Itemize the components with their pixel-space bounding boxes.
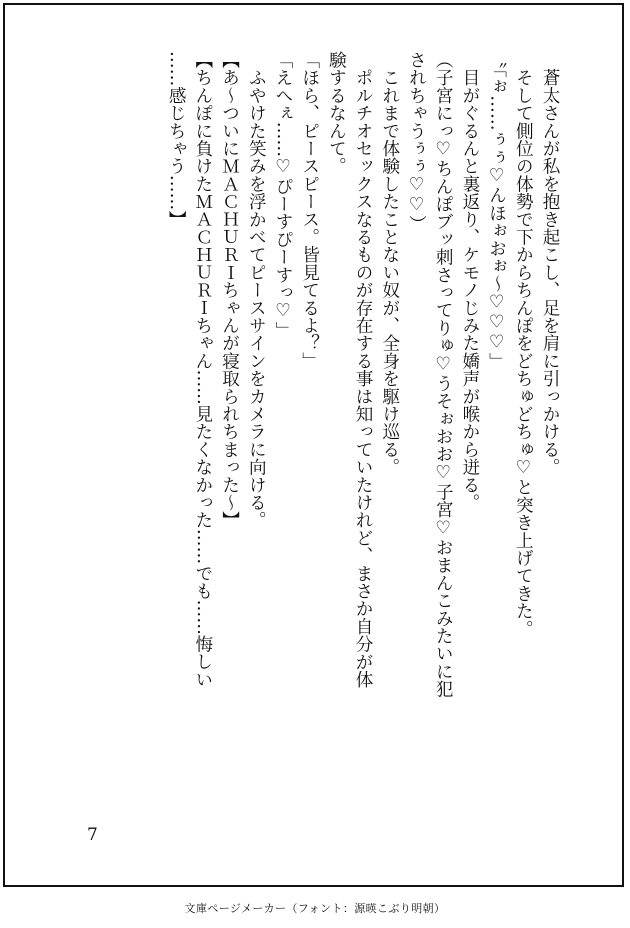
text-line: されちゃうぅぅ♡♡）	[406, 51, 427, 233]
text-line: これまで体験したことない奴が、全身を駆け巡る。	[379, 51, 400, 476]
text-line: そして側位の体勢で下からちんぽをどちゅどちゅ♡と突き上げてきた。	[513, 51, 534, 638]
text-line: ポルチオセックスなるものが存在する事は知っていたけれど、まさか自分が体	[353, 51, 374, 689]
vertical-body-text	[81, 51, 563, 791]
text-line: ふやけた笑みを浮かべてピースサインをカメラに向ける。	[246, 51, 267, 529]
text-line: 験するなんて。	[326, 51, 347, 175]
text-line: （子宮にっ♡ちんぽブッ刺さってりゅ♡うそぉおお♡子宮♡おまんこみたいに犯	[433, 51, 454, 698]
page-frame	[3, 3, 624, 887]
text-line: 【ちんぽに負けたＭＡＣＨＵＲＩちゃん……見たくなかった……でも……悔しい	[192, 51, 213, 689]
text-line: 【あ～ついにＭＡＣＨＵＲＩちゃんが寝取られちまった～】	[219, 51, 240, 529]
text-line: 「ほら、ピースピース。皆見てるよ？」	[299, 51, 320, 370]
text-line: 〝「ぉ……ぅぅ♡んほぉおぉ～♡♡♡」	[486, 51, 507, 371]
text-line: 目がぐるんと裏返り、ケモノじみた嬌声が喉から迸る。	[459, 51, 480, 512]
text-line: ……感じちゃう……】	[166, 51, 187, 228]
text-line: 「えへぇ……♡ぴーすぴーすっ♡」	[272, 51, 293, 339]
page-number: 7	[87, 825, 98, 845]
text-line: 蒼太さんが私を抱き起こし、足を肩に引っかける。	[540, 51, 560, 476]
footer-caption: 文庫ページメーカー（フォント：源暎こぶり明朝）	[184, 902, 446, 915]
